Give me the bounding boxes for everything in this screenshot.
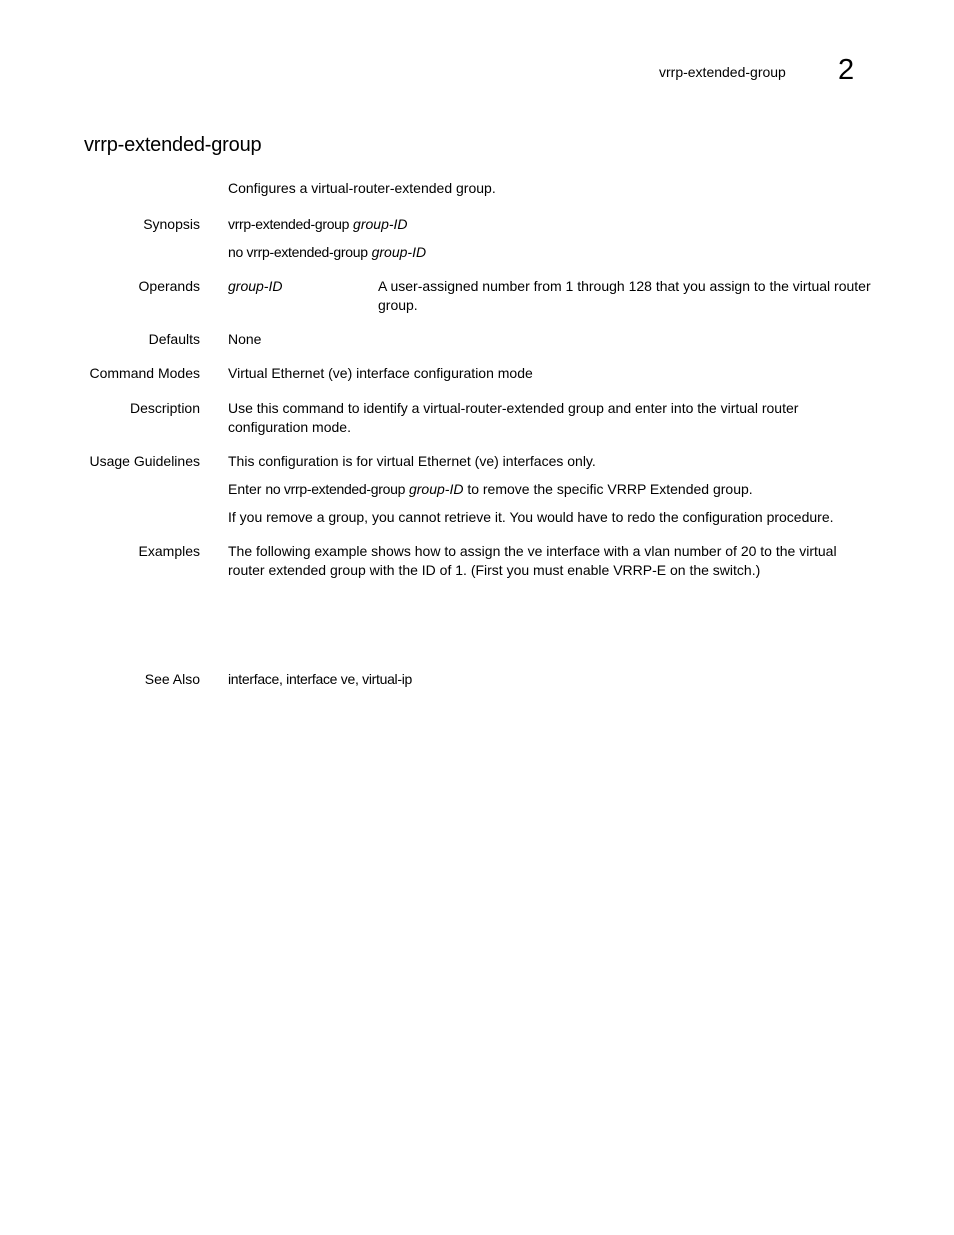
usage-argument: group-ID [408, 481, 464, 497]
operand-name: group-ID [228, 278, 283, 294]
page-title: vrrp-extended-group [84, 134, 262, 156]
command-modes-label: Command Modes [89, 365, 200, 381]
operand-description: A user-assigned number from 1 through 128 that you assign to the virtual router group. [378, 278, 871, 313]
usage-enter-text: Enter [228, 481, 266, 497]
defaults-label: Defaults [148, 331, 200, 347]
chapter-number: 2 [838, 54, 855, 86]
see-also-label: See Also [144, 671, 200, 687]
usage-paragraph-2 [228, 480, 870, 499]
defaults-text: None [228, 331, 262, 347]
synopsis-label: Synopsis [143, 216, 200, 232]
synopsis-line-2 [228, 243, 870, 262]
running-header-title: vrrp-extended-group [659, 64, 786, 80]
synopsis-no-command: no vrrp-extended-group [228, 244, 368, 260]
command-modes-text: Virtual Ethernet (ve) interface configuration mode [228, 365, 533, 381]
see-also-links[interactable]: interface, interface ve, virtual-ip [228, 671, 413, 687]
usage-suffix-text: to remove the specific VRRP Extended group. [463, 481, 753, 497]
synopsis-argument: group-ID [353, 216, 408, 232]
usage-paragraph-3: If you remove a group, you cannot retrieve it. You would have to redo the configuration procedure. [228, 509, 834, 525]
usage-paragraph-1: This configuration is for virtual Ethernet (ve) interfaces only. [228, 453, 596, 469]
description-label: Description [129, 400, 200, 416]
examples-label: Examples [138, 543, 200, 559]
usage-command: no vrrp-extended-group [265, 481, 406, 497]
examples-text: The following example shows how to assign the ve interface with a vlan number of 20 to the virtual router extended group with the ID of 1. (First you must enable VRRP-E on the switch.) [228, 543, 837, 578]
synopsis-command: vrrp-extended-group [228, 216, 350, 232]
synopsis-line-1 [228, 215, 870, 234]
usage-guidelines-label: Usage Guidelines [89, 453, 200, 469]
intro-text: Configures a virtual-router-extended group. [228, 180, 496, 196]
description-text: Use this command to identify a virtual-router-extended group and enter into the virtual router configuration mode. [228, 400, 799, 435]
synopsis-no-argument: group-ID [371, 244, 427, 260]
operands-label: Operands [138, 278, 200, 294]
